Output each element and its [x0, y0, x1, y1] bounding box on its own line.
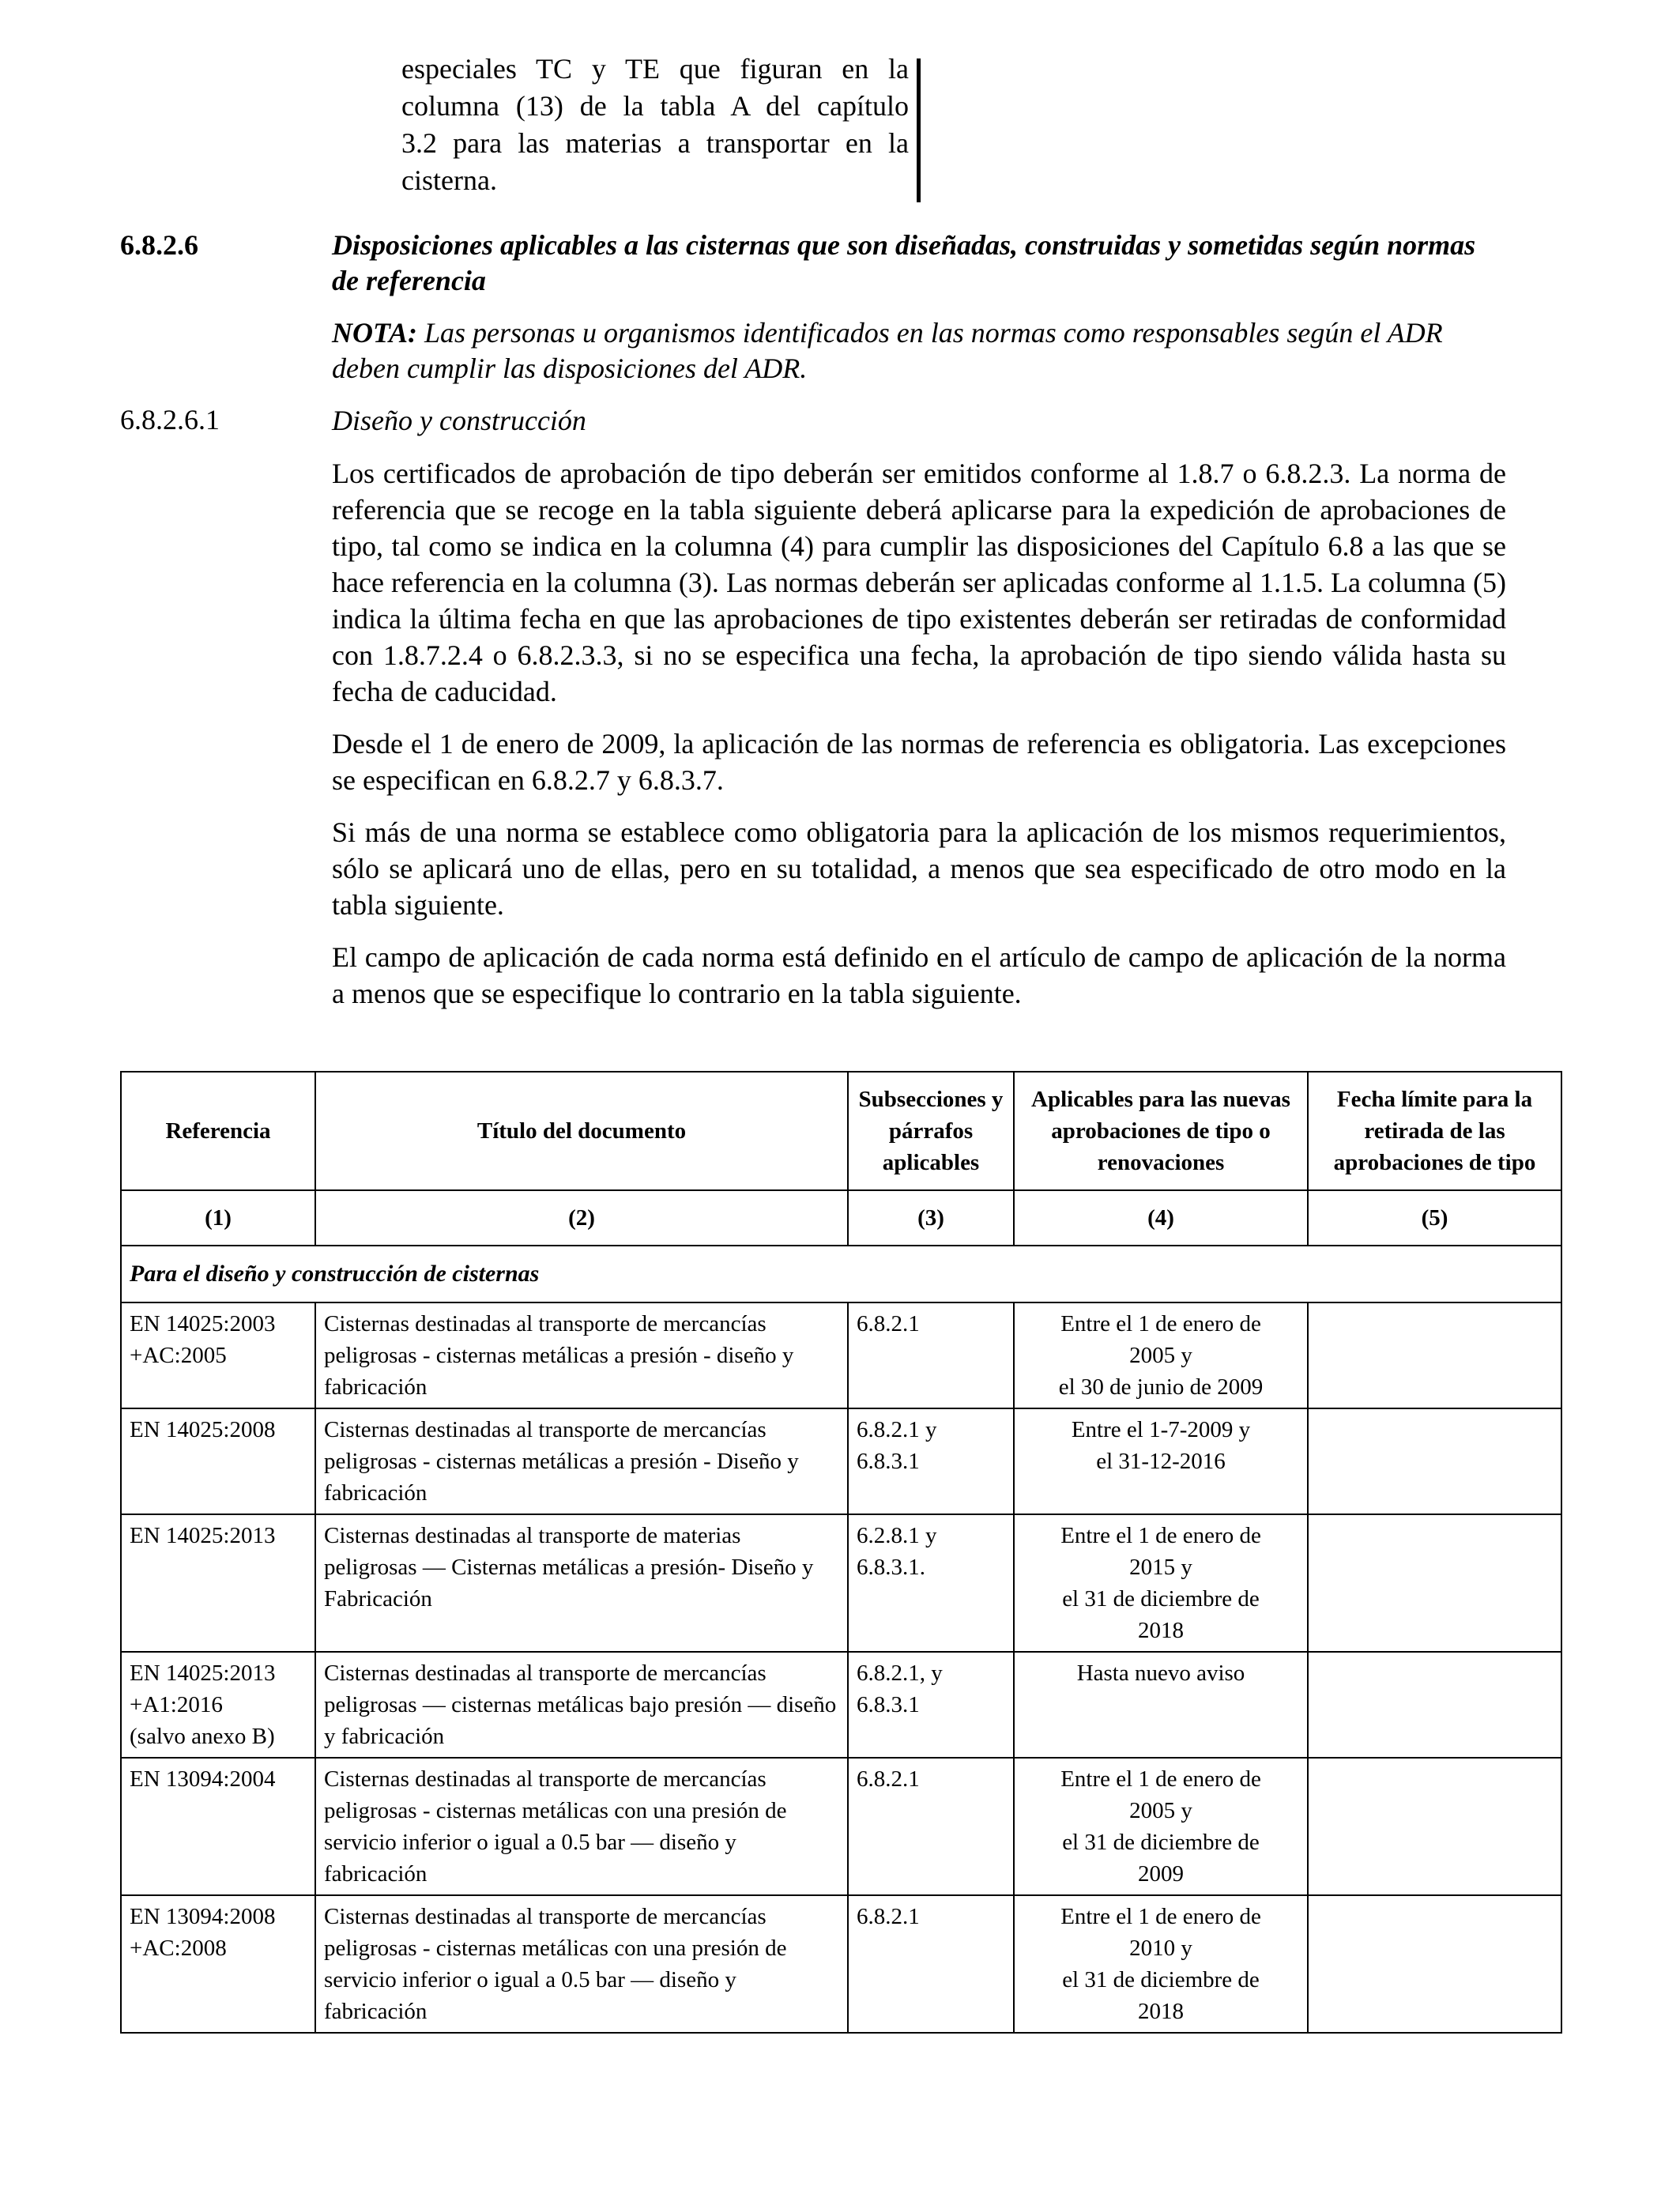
table-row: [121, 1514, 1561, 1652]
cell-line: Entre el 1 de enero de: [1060, 1523, 1261, 1548]
paragraph: Desde el 1 de enero de 2009, la aplicación de las normas de referencia es obligatoria. Las excepciones se especifican en 6.8.2.7 y 6.8.3.7.: [332, 728, 1506, 796]
cell-line: el 31 de diciembre de: [1062, 1586, 1260, 1612]
table-header-row: [121, 1072, 1561, 1190]
column-number: (2): [315, 1190, 848, 1246]
cell-applicable: [1014, 1408, 1308, 1514]
fragment-line: columna (13) de la tabla A del capítulo: [401, 90, 909, 122]
cell-line: el 30 de junio de 2009: [1058, 1374, 1264, 1400]
cell-line: +AC:2005: [130, 1343, 227, 1368]
cell-subsections: [848, 1895, 1014, 2033]
group-row: [121, 1246, 1561, 1302]
cell-line: 6.8.3.1.: [857, 1555, 925, 1580]
fragment-line: especiales TC y TE que figuran en la: [401, 53, 909, 85]
cell-line: 2018: [1138, 1618, 1184, 1643]
cell-reference: [121, 1514, 315, 1652]
cell-document-title: Cisternas destinadas al transporte de mercancías peligrosas - cisternas metálicas a presión - diseño y fabricación: [315, 1302, 848, 1408]
cell-document-title: Cisternas destinadas al transporte de mercancías peligrosas - cisternas metálicas a presión - Diseño y fabricación: [315, 1408, 848, 1514]
cell-line: EN 14025:2013: [130, 1523, 276, 1548]
cell-document-title: Cisternas destinadas al transporte de mercancías peligrosas - cisternas metálicas con una presión de servicio inferior o igual a 0.5 bar — diseño y fabricación: [315, 1758, 848, 1895]
cell-document-title: Cisternas destinadas al transporte de materias peligrosas — Cisternas metálicas a presión- Diseño y Fabricación: [315, 1514, 848, 1652]
note: [332, 315, 1506, 386]
header-document-title: Título del documento: [315, 1072, 848, 1190]
column-number: (3): [848, 1190, 1014, 1246]
paragraph: Si más de una norma se establece como obligatoria para la aplicación de los mismos requerimientos, sólo se aplicará uno de ellas, pero en su totalidad, a menos que sea especificado de otro modo en la tabla siguiente.: [332, 816, 1506, 921]
cell-reference: [121, 1895, 315, 2033]
cell-line: el 31-12-2016: [1096, 1449, 1226, 1474]
cell-deadline: [1308, 1758, 1561, 1895]
cell-document-title: Cisternas destinadas al transporte de mercancías peligrosas - cisternas metálicas con una presión de servicio inferior o igual a 0.5 bar — diseño y fabricación: [315, 1895, 848, 2033]
cell-line: 2015 y: [1129, 1555, 1192, 1580]
table-row: [121, 1408, 1561, 1514]
subsection-number: 6.8.2.6.1: [120, 404, 220, 435]
cell-line: Entre el 1 de enero de: [1060, 1311, 1261, 1336]
group-label: Para el diseño y construcción de cisternas: [121, 1246, 1561, 1302]
cell-line: el 31 de diciembre de: [1062, 1830, 1260, 1855]
note-label: NOTA:: [332, 317, 417, 349]
cell-line: Entre el 1 de enero de: [1060, 1766, 1261, 1792]
cell-reference: [121, 1758, 315, 1895]
fragment-line: cisterna.: [401, 164, 497, 196]
column-number-row: [121, 1190, 1561, 1246]
cell-reference: [121, 1408, 315, 1514]
cell-line: 2009: [1138, 1861, 1184, 1887]
cell-line: 2010 y: [1129, 1936, 1192, 1961]
cell-line: Hasta nuevo aviso: [1076, 1661, 1245, 1686]
paragraph: El campo de aplicación de cada norma está definido en el artículo de campo de aplicación de la norma a menos que se especifique lo contrario en la tabla siguiente.: [332, 941, 1506, 1009]
cell-document-title: Cisternas destinadas al transporte de mercancías peligrosas — cisternas metálicas bajo presión — diseño y fabricación: [315, 1652, 848, 1758]
column-number: (4): [1014, 1190, 1308, 1246]
cell-line: Entre el 1 de enero de: [1060, 1904, 1261, 1929]
column-number: (1): [121, 1190, 315, 1246]
cell-line: 6.8.3.1: [857, 1449, 920, 1474]
cell-subsections: [848, 1758, 1014, 1895]
cell-line: 6.8.2.1: [857, 1904, 920, 1929]
cell-line: 6.8.2.1 y: [857, 1417, 937, 1442]
cell-reference: [121, 1652, 315, 1758]
header-subsections: Subsecciones y párrafos aplicables: [848, 1072, 1014, 1190]
header-reference: Referencia: [121, 1072, 315, 1190]
cell-line: el 31 de diciembre de: [1062, 1967, 1260, 1992]
cell-line: 6.2.8.1 y: [857, 1523, 937, 1548]
table-row: [121, 1302, 1561, 1408]
cell-subsections: [848, 1408, 1014, 1514]
note-text: Las personas u organismos identificados en las normas como responsables según el ADR deben cumplir las disposiciones del ADR.: [332, 317, 1443, 384]
cell-deadline: [1308, 1408, 1561, 1514]
cell-applicable: [1014, 1514, 1308, 1652]
cell-reference: [121, 1302, 315, 1408]
section-6826-block: [332, 228, 1506, 386]
cell-line: EN 14025:2013: [130, 1661, 276, 1686]
paragraph: Los certificados de aprobación de tipo deberán ser emitidos conforme al 1.8.7 o 6.8.2.3. La norma de referencia que se recoge en la tabla siguiente deberá aplicarse para la expedición de aprobaciones de tipo, tal como se indica en la columna (4) para cumplir las disposiciones del Capítulo 6.8 a las que se hace referencia en la columna (3). Las normas deberán ser aplicadas conforme al 1.1.5. La columna (5) indica la última fecha en que las aprobaciones de tipo existentes deberán ser retiradas de conformidad con 1.8.7.2.4 o 6.8.2.3.3, si no se especifica una fecha, la aprobación de tipo siendo válida hasta su fecha de caducidad.: [332, 458, 1506, 707]
cell-subsections: [848, 1652, 1014, 1758]
cell-deadline: [1308, 1514, 1561, 1652]
section-68261-block: [332, 402, 1506, 1012]
cell-deadline: [1308, 1895, 1561, 2033]
cell-applicable: [1014, 1302, 1308, 1408]
cell-line: 6.8.2.1, y: [857, 1661, 943, 1686]
fragment-line: 3.2 para las materias a transportar en la: [401, 127, 909, 159]
cell-applicable: [1014, 1758, 1308, 1895]
cell-line: 6.8.2.1: [857, 1766, 920, 1792]
cell-line: (salvo anexo B): [130, 1724, 275, 1749]
cell-line: Entre el 1-7-2009 y: [1071, 1417, 1251, 1442]
section-title: Disposiciones aplicables a las cisternas que son diseñadas, construidas y sometidas según normas de referencia: [332, 229, 1476, 296]
cell-line: +A1:2016: [130, 1692, 223, 1717]
section-number: 6.8.2.6: [120, 229, 198, 261]
header-deadline: Fecha límite para la retirada de las aprobaciones de tipo: [1308, 1072, 1561, 1190]
cell-deadline: [1308, 1302, 1561, 1408]
cell-applicable: [1014, 1895, 1308, 2033]
cell-line: +AC:2008: [130, 1936, 227, 1961]
reference-standards-table: [120, 1071, 1562, 2034]
table-row: [121, 1652, 1561, 1758]
cell-line: EN 13094:2004: [130, 1766, 276, 1792]
subsection-title: Diseño y construcción: [332, 405, 586, 436]
change-bar: [917, 58, 921, 202]
cell-applicable: [1014, 1652, 1308, 1758]
header-applicable: Aplicables para las nuevas aprobaciones de tipo o renovaciones: [1014, 1072, 1308, 1190]
cell-line: 2005 y: [1129, 1798, 1192, 1823]
table-row: [121, 1758, 1561, 1895]
cell-line: EN 14025:2003: [130, 1311, 276, 1336]
continued-text-fragment: [401, 51, 909, 199]
cell-line: 2005 y: [1129, 1343, 1192, 1368]
cell-line: EN 14025:2008: [130, 1417, 276, 1442]
cell-line: EN 13094:2008: [130, 1904, 276, 1929]
cell-line: 2018: [1138, 1999, 1184, 2024]
cell-line: 6.8.2.1: [857, 1311, 920, 1336]
cell-line: 6.8.3.1: [857, 1692, 920, 1717]
table-row: [121, 1895, 1561, 2033]
cell-subsections: [848, 1302, 1014, 1408]
column-number: (5): [1308, 1190, 1561, 1246]
cell-subsections: [848, 1514, 1014, 1652]
cell-deadline: [1308, 1652, 1561, 1758]
